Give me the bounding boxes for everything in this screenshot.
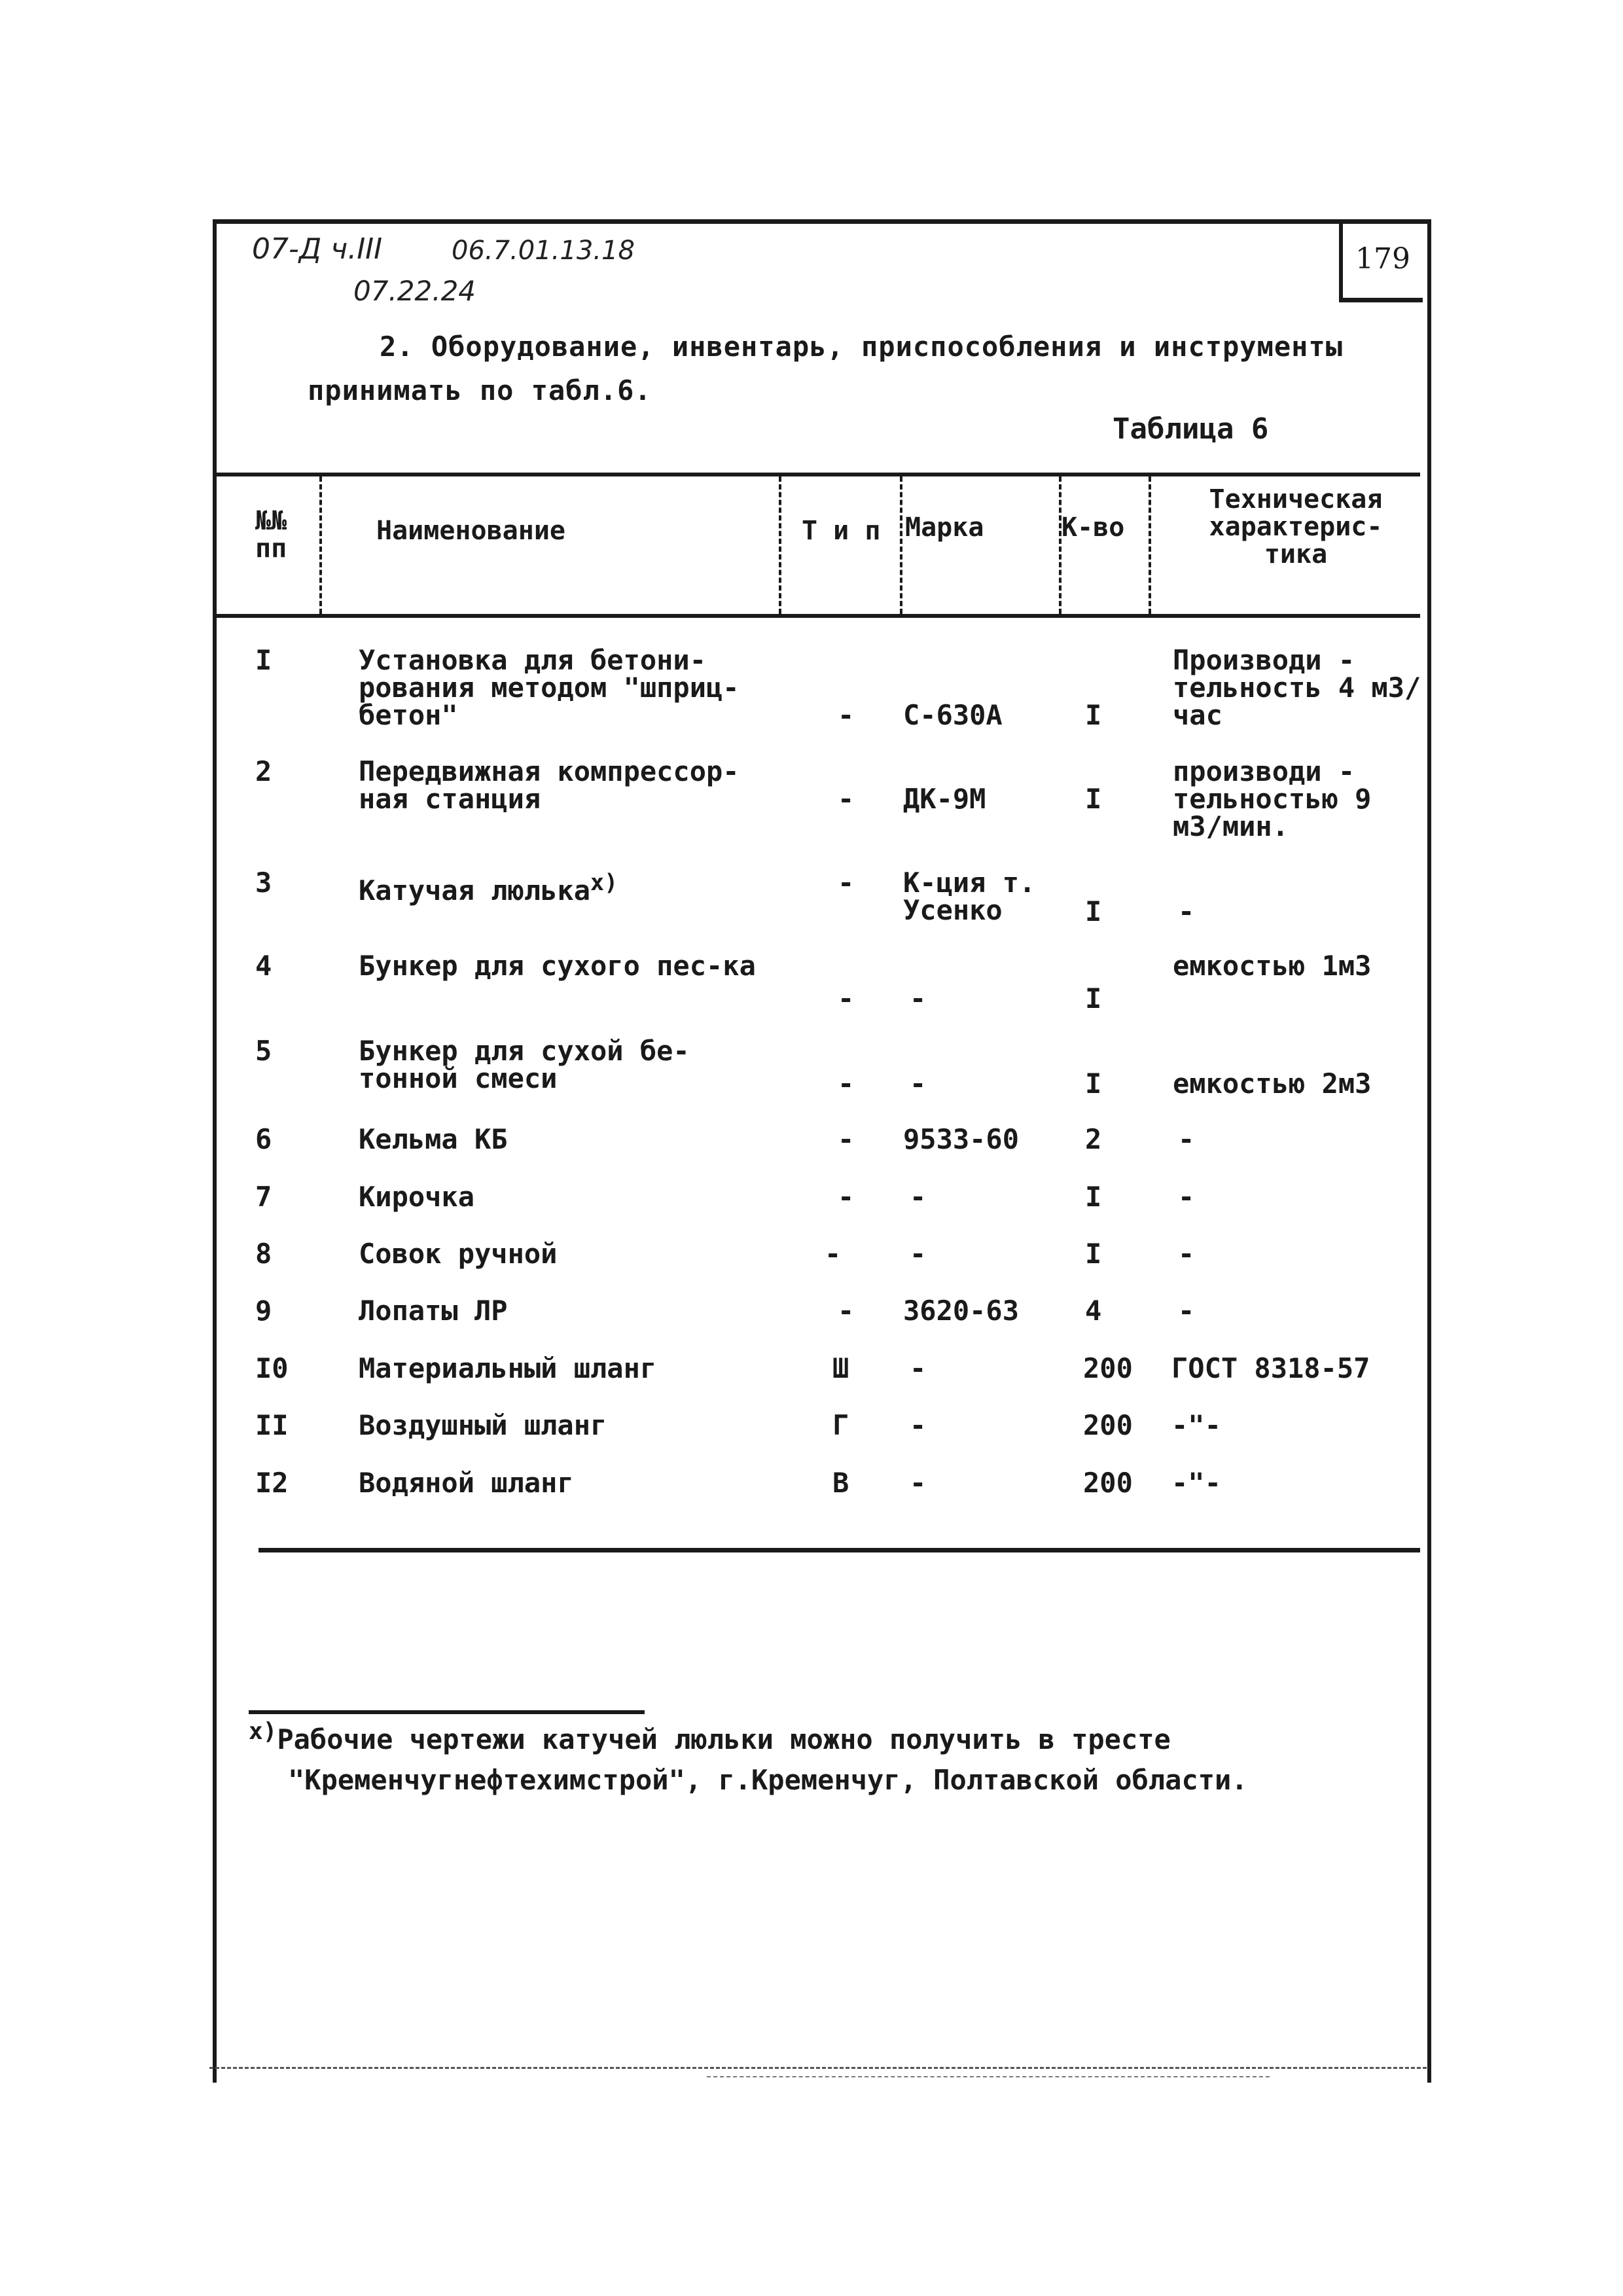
row-number: I [255, 644, 272, 676]
row-name: Бункер для сухого пес-ка [359, 950, 756, 982]
row-brand: ДК-9М [903, 783, 986, 815]
row-characteristic: - [1178, 1123, 1195, 1155]
row-characteristic: емкостью 1м3 [1173, 950, 1372, 982]
header-type: Т и п [802, 516, 881, 546]
table-bottom-rule [259, 1548, 1420, 1552]
page-number: 179 [1339, 219, 1423, 302]
row-type: В [832, 1467, 849, 1499]
row-characteristic: Производи - тельность 4 м3/час [1173, 644, 1421, 731]
column-divider [900, 476, 902, 614]
row-name: Воздушный шланг [359, 1409, 607, 1441]
row-number: 8 [255, 1238, 272, 1270]
row-type: - [838, 867, 855, 899]
row-number: 2 [255, 755, 272, 787]
row-qty: 200 [1083, 1409, 1133, 1441]
row-brand: - [910, 1238, 927, 1270]
row-qty: 200 [1083, 1352, 1133, 1384]
row-characteristic: - [1178, 1238, 1195, 1270]
row-number: 7 [255, 1181, 272, 1213]
footnote-mark: х) [249, 1718, 277, 1745]
row-brand: 3620-63 [903, 1295, 1020, 1327]
row-name: Бункер для сухой бе-тонной смеси [359, 1035, 690, 1094]
row-name: Водяной шланг [359, 1467, 574, 1499]
header-qty: К-во [1061, 512, 1125, 543]
row-number: 3 [255, 867, 272, 899]
footnote [249, 1712, 1248, 1801]
row-qty: 4 [1085, 1295, 1102, 1327]
row-type: - [838, 1295, 855, 1327]
row-brand: - [910, 982, 927, 1014]
row-type: - [838, 1067, 855, 1100]
table-caption: Таблица 6 [1113, 412, 1269, 446]
row-type: - [838, 1123, 855, 1155]
row-name: Кирочка [359, 1181, 475, 1213]
row-qty: I [1085, 699, 1102, 731]
row-number: 6 [255, 1123, 272, 1155]
column-divider [1149, 476, 1151, 614]
row-type: Ш [832, 1352, 849, 1384]
row-type: - [838, 783, 855, 815]
row-characteristic: емкостью 2м3 [1173, 1067, 1372, 1100]
paragraph-line-2: принимать по табл.6. [308, 374, 652, 406]
row-type: - [825, 1238, 842, 1270]
row-qty: I [1085, 895, 1102, 927]
row-characteristic: - [1178, 1181, 1195, 1213]
table-top-rule [216, 473, 1420, 476]
row-type: - [838, 1181, 855, 1213]
row-number: 4 [255, 950, 272, 982]
header-num: №№ пп [255, 506, 287, 564]
handwritten-doc-code: 07-Д ч.III [252, 232, 383, 266]
row-characteristic: -"- [1171, 1409, 1221, 1441]
footnote-line-2: "Кременчугнефтехимстрой", г.Кременчуг, Полтавской области. [288, 1764, 1248, 1796]
header-characteristic: Техническая характерис- тика [1209, 484, 1383, 569]
row-name: Материальный шланг [359, 1352, 657, 1384]
footnote-mark: х) [590, 870, 618, 896]
row-type: - [838, 982, 855, 1014]
row-brand: - [910, 1352, 927, 1384]
row-name: Кельма КБ [359, 1123, 508, 1155]
row-name-wrap [359, 869, 777, 905]
column-divider [779, 476, 781, 614]
row-characteristic: - [1178, 895, 1195, 927]
row-qty: I [1085, 783, 1102, 815]
row-characteristic: -"- [1171, 1467, 1221, 1499]
row-name: Передвижная компрессор-ная станция [359, 755, 740, 815]
row-characteristic: - [1178, 1295, 1195, 1327]
handwritten-codes-2: 07.22.24 [353, 275, 476, 307]
row-qty: 2 [1085, 1123, 1102, 1155]
row-type: - [838, 699, 855, 731]
row-number: 9 [255, 1295, 272, 1327]
scan-edge-mark [209, 2067, 1427, 2069]
row-brand: 9533-60 [903, 1123, 1020, 1155]
row-qty: I [1085, 982, 1102, 1014]
row-type: Г [832, 1409, 849, 1441]
row-brand: - [910, 1067, 927, 1100]
row-qty: I [1085, 1181, 1102, 1213]
row-brand: - [910, 1409, 927, 1441]
row-number: I0 [255, 1352, 289, 1384]
table-header-rule [216, 614, 1420, 618]
footnote-line-1: Рабочие чертежи катучей люльки можно получить в тресте [277, 1723, 1171, 1755]
row-qty: 200 [1083, 1467, 1133, 1499]
row-name: Лопаты ЛР [359, 1295, 508, 1327]
header-name: Наименование [376, 516, 565, 546]
row-qty: I [1085, 1067, 1102, 1100]
row-name: Катучая люлька [359, 874, 591, 906]
row-name: Совок ручной [359, 1238, 558, 1270]
row-brand: - [910, 1181, 927, 1213]
row-brand: - [910, 1467, 927, 1499]
header-brand: Марка [905, 512, 984, 543]
row-characteristic: ГОСТ 8318-57 [1171, 1352, 1370, 1384]
row-characteristic: производи - тельностью 9 м3/мин. [1173, 755, 1372, 842]
row-name: Установка для бетони-рования методом "шприц-бетон" [359, 644, 740, 731]
row-brand: К-ция т. Усенко [903, 867, 1036, 926]
handwritten-codes: 06.7.01.13.18 [452, 236, 635, 266]
row-number: 5 [255, 1035, 272, 1067]
paragraph-line-1: 2. Оборудование, инвентарь, приспособления и инструменты [380, 331, 1344, 363]
row-number: I2 [255, 1467, 289, 1499]
row-number: II [255, 1409, 289, 1441]
row-brand: С-630А [903, 699, 1003, 731]
row-qty: I [1085, 1238, 1102, 1270]
column-divider [319, 476, 322, 614]
column-divider [1059, 476, 1061, 614]
scan-edge-mark [707, 2076, 1270, 2077]
